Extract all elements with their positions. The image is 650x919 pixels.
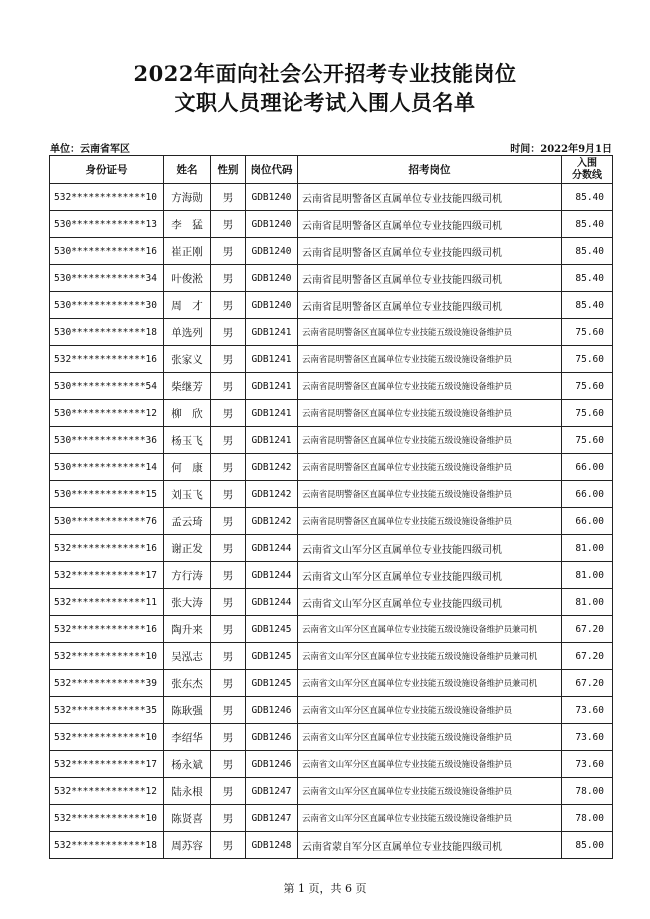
id-cell: 532*************18 <box>50 832 164 859</box>
code-cell: GDB1247 <box>246 778 298 805</box>
gender-cell: 男 <box>211 535 246 562</box>
id-cell: 532*************11 <box>50 589 164 616</box>
gender-cell: 男 <box>211 616 246 643</box>
table-row <box>50 373 613 400</box>
gender-cell: 男 <box>211 805 246 832</box>
name-cell: 李绍华 <box>164 724 211 751</box>
code-cell: GDB1246 <box>246 751 298 778</box>
post-cell: 云南省文山军分区直属单位专业技能四级司机 <box>298 535 562 562</box>
id-cell: 532*************16 <box>50 346 164 373</box>
post-cell: 云南省昆明警备区直属单位专业技能五级设施设备维护员 <box>298 319 562 346</box>
name-cell: 方海勋 <box>164 184 211 211</box>
id-cell: 532*************10 <box>50 724 164 751</box>
post-cell: 云南省文山军分区直属单位专业技能五级设施设备维护员兼司机 <box>298 670 562 697</box>
code-cell: GDB1244 <box>246 562 298 589</box>
gender-cell: 男 <box>211 832 246 859</box>
name-cell: 何 康 <box>164 454 211 481</box>
code-cell: GDB1240 <box>246 184 298 211</box>
gender-cell: 男 <box>211 481 246 508</box>
table-row <box>50 805 613 832</box>
document-title-line2: 文职人员理论考试入围人员名单 <box>174 90 476 115</box>
code-cell: GDB1245 <box>246 670 298 697</box>
table-row <box>50 697 613 724</box>
name-cell: 陶升来 <box>164 616 211 643</box>
post-cell: 云南省昆明警备区直属单位专业技能四级司机 <box>298 265 562 292</box>
gender-cell: 男 <box>211 373 246 400</box>
post-cell: 云南省昆明警备区直属单位专业技能四级司机 <box>298 211 562 238</box>
header-score <box>562 156 613 184</box>
id-cell: 532*************10 <box>50 805 164 832</box>
name-cell: 刘玉飞 <box>164 481 211 508</box>
score-cell: 81.00 <box>562 589 613 616</box>
unit-label: 单位：云南省军区 <box>50 144 130 155</box>
id-cell: 532*************10 <box>50 643 164 670</box>
gender-cell: 男 <box>211 751 246 778</box>
table-row <box>50 616 613 643</box>
table-row <box>50 643 613 670</box>
score-cell: 85.40 <box>562 238 613 265</box>
post-cell: 云南省昆明警备区直属单位专业技能五级设施设备维护员 <box>298 427 562 454</box>
score-cell: 78.00 <box>562 805 613 832</box>
header-code: 岗位代码 <box>246 156 298 184</box>
gender-cell: 男 <box>211 238 246 265</box>
score-cell: 66.00 <box>562 508 613 535</box>
table-row <box>50 670 613 697</box>
name-cell: 崔正刚 <box>164 238 211 265</box>
table-header-row <box>50 156 613 184</box>
name-cell: 吴泓志 <box>164 643 211 670</box>
id-cell: 530*************15 <box>50 481 164 508</box>
post-cell: 云南省昆明警备区直属单位专业技能四级司机 <box>298 184 562 211</box>
table-row <box>50 724 613 751</box>
score-cell: 81.00 <box>562 535 613 562</box>
table-row <box>50 562 613 589</box>
header-score-line1: 入围 <box>577 157 597 169</box>
gender-cell: 男 <box>211 697 246 724</box>
score-cell: 81.00 <box>562 562 613 589</box>
code-cell: GDB1248 <box>246 832 298 859</box>
gender-cell: 男 <box>211 211 246 238</box>
name-cell: 杨玉飞 <box>164 427 211 454</box>
score-cell: 73.60 <box>562 724 613 751</box>
code-cell: GDB1242 <box>246 481 298 508</box>
date-label: 时间：2022年9月1日 <box>510 144 612 155</box>
table-row <box>50 211 613 238</box>
score-cell: 75.60 <box>562 427 613 454</box>
id-cell: 532*************17 <box>50 751 164 778</box>
name-cell: 李 猛 <box>164 211 211 238</box>
id-cell: 530*************13 <box>50 211 164 238</box>
table-row <box>50 778 613 805</box>
table-row <box>50 292 613 319</box>
score-cell: 75.60 <box>562 319 613 346</box>
gender-cell: 男 <box>211 562 246 589</box>
name-cell: 张东杰 <box>164 670 211 697</box>
header-post: 招考岗位 <box>298 156 562 184</box>
table-row <box>50 589 613 616</box>
id-cell: 530*************16 <box>50 238 164 265</box>
post-cell: 云南省文山军分区直属单位专业技能五级设施设备维护员 <box>298 697 562 724</box>
id-cell: 530*************18 <box>50 319 164 346</box>
score-cell: 67.20 <box>562 616 613 643</box>
name-cell: 方行涛 <box>164 562 211 589</box>
score-cell: 75.60 <box>562 400 613 427</box>
post-cell: 云南省昆明警备区直属单位专业技能五级设施设备维护员 <box>298 454 562 481</box>
gender-cell: 男 <box>211 292 246 319</box>
code-cell: GDB1240 <box>246 265 298 292</box>
gender-cell: 男 <box>211 454 246 481</box>
id-cell: 532*************39 <box>50 670 164 697</box>
code-cell: GDB1245 <box>246 616 298 643</box>
page-footer: 第 1 页，共 6 页 <box>283 882 367 895</box>
id-cell: 532*************16 <box>50 535 164 562</box>
code-cell: GDB1242 <box>246 454 298 481</box>
post-cell: 云南省文山军分区直属单位专业技能五级设施设备维护员 <box>298 724 562 751</box>
table-row <box>50 184 613 211</box>
gender-cell: 男 <box>211 319 246 346</box>
document-title-line1: 2022年面向社会公开招考专业技能岗位 <box>133 61 517 86</box>
table-row <box>50 265 613 292</box>
post-cell: 云南省文山军分区直属单位专业技能四级司机 <box>298 589 562 616</box>
table-body <box>50 184 613 859</box>
post-cell: 云南省昆明警备区直属单位专业技能五级设施设备维护员 <box>298 508 562 535</box>
score-cell: 75.60 <box>562 346 613 373</box>
score-cell: 85.40 <box>562 265 613 292</box>
table-row <box>50 508 613 535</box>
name-cell: 柴继芳 <box>164 373 211 400</box>
score-cell: 85.40 <box>562 292 613 319</box>
post-cell: 云南省蒙自军分区直属单位专业技能四级司机 <box>298 832 562 859</box>
score-cell: 75.60 <box>562 373 613 400</box>
table-row <box>50 319 613 346</box>
header-id: 身份证号 <box>50 156 164 184</box>
id-cell: 530*************30 <box>50 292 164 319</box>
post-cell: 云南省文山军分区直属单位专业技能五级设施设备维护员 <box>298 805 562 832</box>
header-gender: 性别 <box>211 156 246 184</box>
table-row <box>50 238 613 265</box>
candidate-table <box>49 155 613 859</box>
score-cell: 67.20 <box>562 670 613 697</box>
code-cell: GDB1240 <box>246 211 298 238</box>
table-row <box>50 400 613 427</box>
name-cell: 陈耿强 <box>164 697 211 724</box>
name-cell: 周苏容 <box>164 832 211 859</box>
name-cell: 陆永根 <box>164 778 211 805</box>
post-cell: 云南省文山军分区直属单位专业技能四级司机 <box>298 562 562 589</box>
table-row <box>50 427 613 454</box>
name-cell: 谢正发 <box>164 535 211 562</box>
table-row <box>50 832 613 859</box>
gender-cell: 男 <box>211 670 246 697</box>
score-cell: 73.60 <box>562 751 613 778</box>
name-cell: 杨永斌 <box>164 751 211 778</box>
table-row <box>50 454 613 481</box>
name-cell: 柳 欣 <box>164 400 211 427</box>
gender-cell: 男 <box>211 724 246 751</box>
table-row <box>50 346 613 373</box>
id-cell: 530*************14 <box>50 454 164 481</box>
code-cell: GDB1247 <box>246 805 298 832</box>
score-cell: 73.60 <box>562 697 613 724</box>
code-cell: GDB1240 <box>246 238 298 265</box>
id-cell: 530*************54 <box>50 373 164 400</box>
gender-cell: 男 <box>211 400 246 427</box>
code-cell: GDB1241 <box>246 373 298 400</box>
name-cell: 周 才 <box>164 292 211 319</box>
id-cell: 532*************17 <box>50 562 164 589</box>
table-row <box>50 535 613 562</box>
score-cell: 67.20 <box>562 643 613 670</box>
post-cell: 云南省文山军分区直属单位专业技能五级设施设备维护员兼司机 <box>298 643 562 670</box>
post-cell: 云南省昆明警备区直属单位专业技能五级设施设备维护员 <box>298 481 562 508</box>
code-cell: GDB1241 <box>246 427 298 454</box>
header-name: 姓名 <box>164 156 211 184</box>
code-cell: GDB1245 <box>246 643 298 670</box>
post-cell: 云南省文山军分区直属单位专业技能五级设施设备维护员兼司机 <box>298 616 562 643</box>
code-cell: GDB1244 <box>246 535 298 562</box>
id-cell: 532*************10 <box>50 184 164 211</box>
code-cell: GDB1244 <box>246 589 298 616</box>
code-cell: GDB1242 <box>246 508 298 535</box>
table-row <box>50 751 613 778</box>
gender-cell: 男 <box>211 346 246 373</box>
name-cell: 孟云琦 <box>164 508 211 535</box>
name-cell: 陈贤喜 <box>164 805 211 832</box>
name-cell: 张家义 <box>164 346 211 373</box>
gender-cell: 男 <box>211 508 246 535</box>
code-cell: GDB1241 <box>246 319 298 346</box>
gender-cell: 男 <box>211 778 246 805</box>
post-cell: 云南省昆明警备区直属单位专业技能五级设施设备维护员 <box>298 400 562 427</box>
table-row <box>50 481 613 508</box>
code-cell: GDB1246 <box>246 697 298 724</box>
gender-cell: 男 <box>211 265 246 292</box>
id-cell: 532*************12 <box>50 778 164 805</box>
id-cell: 530*************12 <box>50 400 164 427</box>
gender-cell: 男 <box>211 589 246 616</box>
name-cell: 张大涛 <box>164 589 211 616</box>
post-cell: 云南省昆明警备区直属单位专业技能五级设施设备维护员 <box>298 373 562 400</box>
gender-cell: 男 <box>211 184 246 211</box>
score-cell: 85.40 <box>562 211 613 238</box>
id-cell: 530*************36 <box>50 427 164 454</box>
gender-cell: 男 <box>211 643 246 670</box>
post-cell: 云南省昆明警备区直属单位专业技能五级设施设备维护员 <box>298 346 562 373</box>
code-cell: GDB1240 <box>246 292 298 319</box>
post-cell: 云南省文山军分区直属单位专业技能五级设施设备维护员 <box>298 751 562 778</box>
score-cell: 78.00 <box>562 778 613 805</box>
name-cell: 叶俊淞 <box>164 265 211 292</box>
score-cell: 85.40 <box>562 184 613 211</box>
name-cell: 单选列 <box>164 319 211 346</box>
post-cell: 云南省文山军分区直属单位专业技能五级设施设备维护员 <box>298 778 562 805</box>
post-cell: 云南省昆明警备区直属单位专业技能四级司机 <box>298 292 562 319</box>
id-cell: 530*************34 <box>50 265 164 292</box>
code-cell: GDB1246 <box>246 724 298 751</box>
header-score-line2: 分数线 <box>572 169 602 181</box>
code-cell: GDB1241 <box>246 346 298 373</box>
score-cell: 66.00 <box>562 481 613 508</box>
score-cell: 66.00 <box>562 454 613 481</box>
id-cell: 530*************76 <box>50 508 164 535</box>
post-cell: 云南省昆明警备区直属单位专业技能四级司机 <box>298 238 562 265</box>
score-cell: 85.00 <box>562 832 613 859</box>
id-cell: 532*************16 <box>50 616 164 643</box>
code-cell: GDB1241 <box>246 400 298 427</box>
id-cell: 532*************35 <box>50 697 164 724</box>
gender-cell: 男 <box>211 427 246 454</box>
